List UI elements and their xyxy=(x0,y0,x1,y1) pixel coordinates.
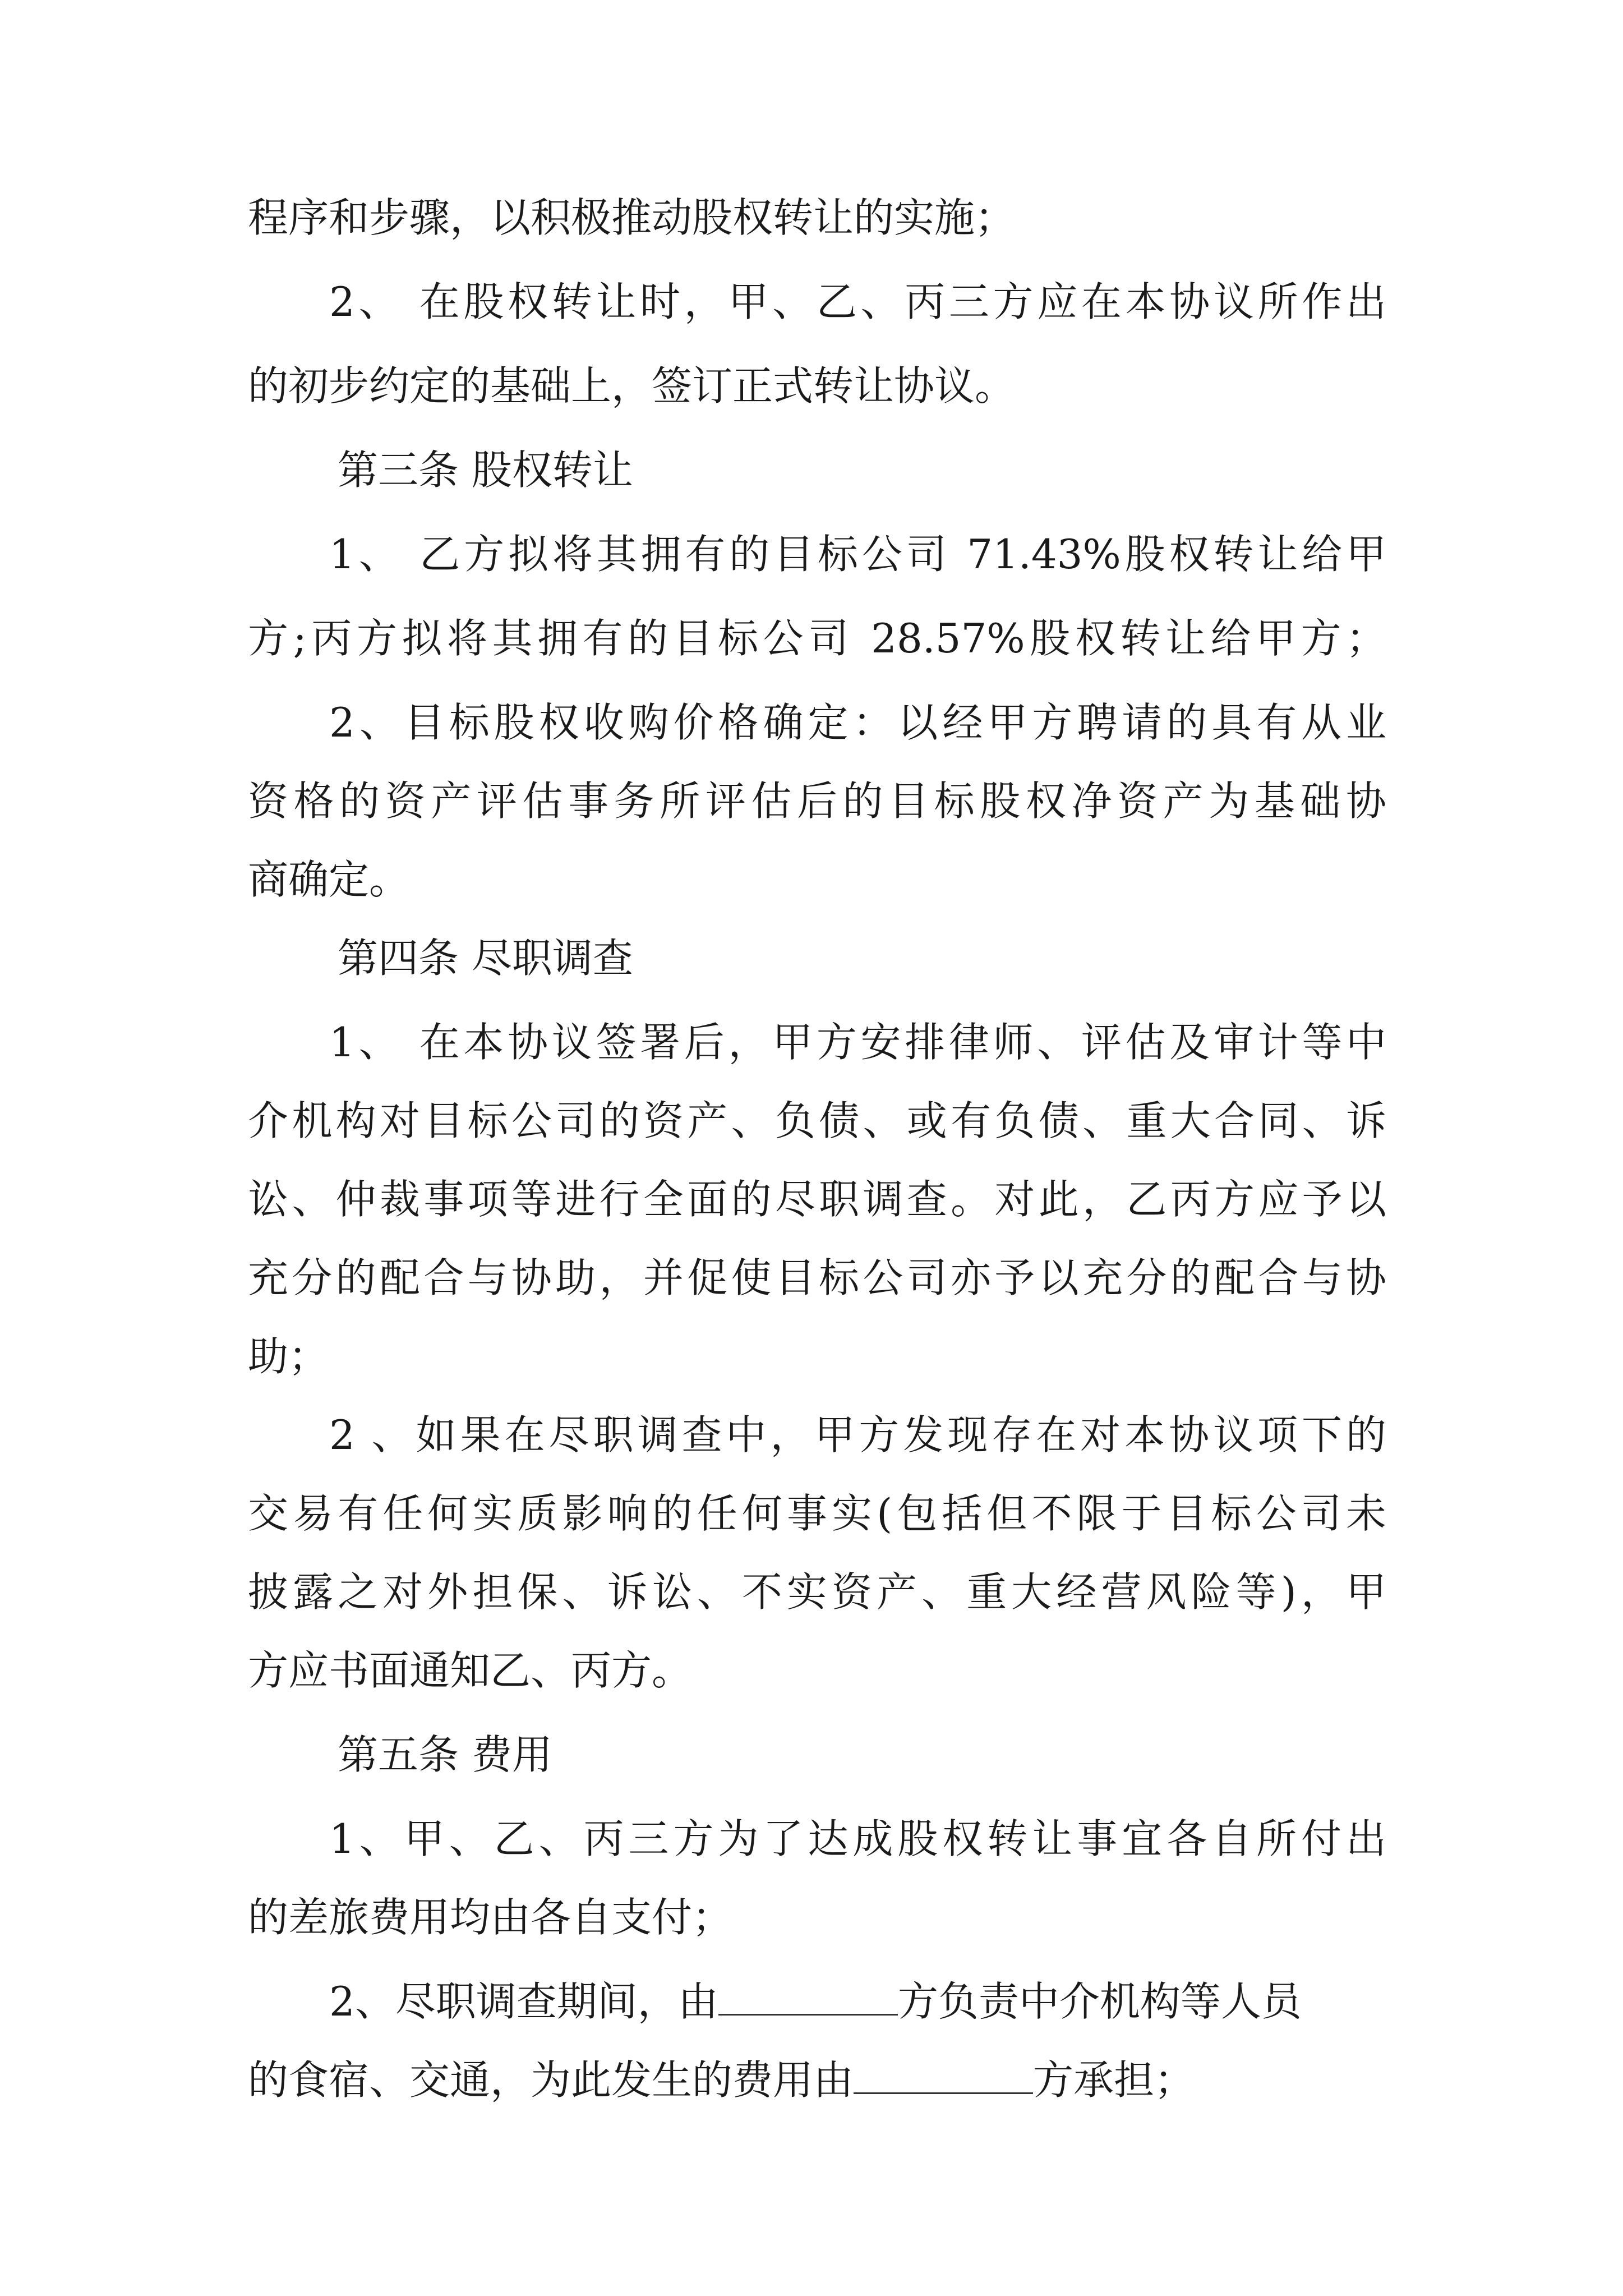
paragraph-line: 2、 在股权转让时，甲、乙、丙三方应在本协议所作出 xyxy=(329,278,1386,325)
paragraph-line: 交易有任何实质影响的任何事实(包括但不限于目标公司未 xyxy=(248,1490,1386,1537)
fee-clause-text-after: 方负责中介机构等人员 xyxy=(897,1978,1302,2025)
fee-clause-line xyxy=(248,2053,1195,2107)
fee-clause-text-before: 2、尽职调查期间，由 xyxy=(329,1978,718,2025)
paragraph-line: 披露之对外担保、诉讼、不实资产、重大经营风险等)，甲 xyxy=(248,1568,1386,1616)
article-heading: 第三条 股权转让 xyxy=(338,447,633,494)
paragraph-line: 讼、仲裁事项等进行全面的尽职调查。对此，乙丙方应予以 xyxy=(248,1176,1386,1223)
paragraph-line: 介机构对目标公司的资产、负债、或有负债、重大合同、诉 xyxy=(248,1097,1386,1144)
paragraph-line: 充分的配合与协助，并促使目标公司亦予以充分的配合与协 xyxy=(248,1254,1386,1301)
paragraph-line: 助； xyxy=(248,1333,329,1380)
paragraph-line: 商确定。 xyxy=(248,856,410,903)
fee-clause-text-after: 方承担； xyxy=(1033,2056,1195,2104)
paragraph-line: 的初步约定的基础上，签订正式转让协议。 xyxy=(248,362,1016,409)
paragraph-line: 方;丙方拟将其拥有的目标公司 28.57%股权转让给甲方； xyxy=(248,615,1386,662)
paragraph-line: 资格的资产评估事务所评估后的目标股权净资产为基础协 xyxy=(248,777,1386,825)
paragraph-line: 1、 在本协议签署后，甲方安排律师、评估及审计等中 xyxy=(329,1019,1386,1066)
paragraph-line: 1、甲、乙、丙三方为了达成股权转让事宜各自所付出 xyxy=(329,1815,1386,1862)
paragraph-line: 2 、如果在尽职调查中，甲方发现存在对本协议项下的 xyxy=(329,1411,1386,1458)
fee-clause-text-before: 的食宿、交通，为此发生的费用由 xyxy=(248,2056,854,2104)
paragraph-line: 程序和步骤，以积极推动股权转让的实施； xyxy=(248,194,1016,241)
paragraph-line: 1、 乙方拟将其拥有的目标公司 71.43%股权转让给甲 xyxy=(329,531,1386,578)
fill-in-blank[interactable] xyxy=(854,2053,1033,2094)
article-heading: 第五条 费用 xyxy=(338,1731,552,1778)
paragraph-line: 2、目标股权收购价格确定：以经甲方聘请的具有从业 xyxy=(329,699,1386,746)
article-heading: 第四条 尽职调查 xyxy=(338,935,633,982)
fill-in-blank[interactable] xyxy=(718,1975,898,2016)
paragraph-line: 方应书面通知乙、丙方。 xyxy=(248,1647,693,1694)
fee-clause-line xyxy=(329,1975,1302,2028)
paragraph-line: 的差旅费用均由各自支付； xyxy=(248,1894,733,1941)
